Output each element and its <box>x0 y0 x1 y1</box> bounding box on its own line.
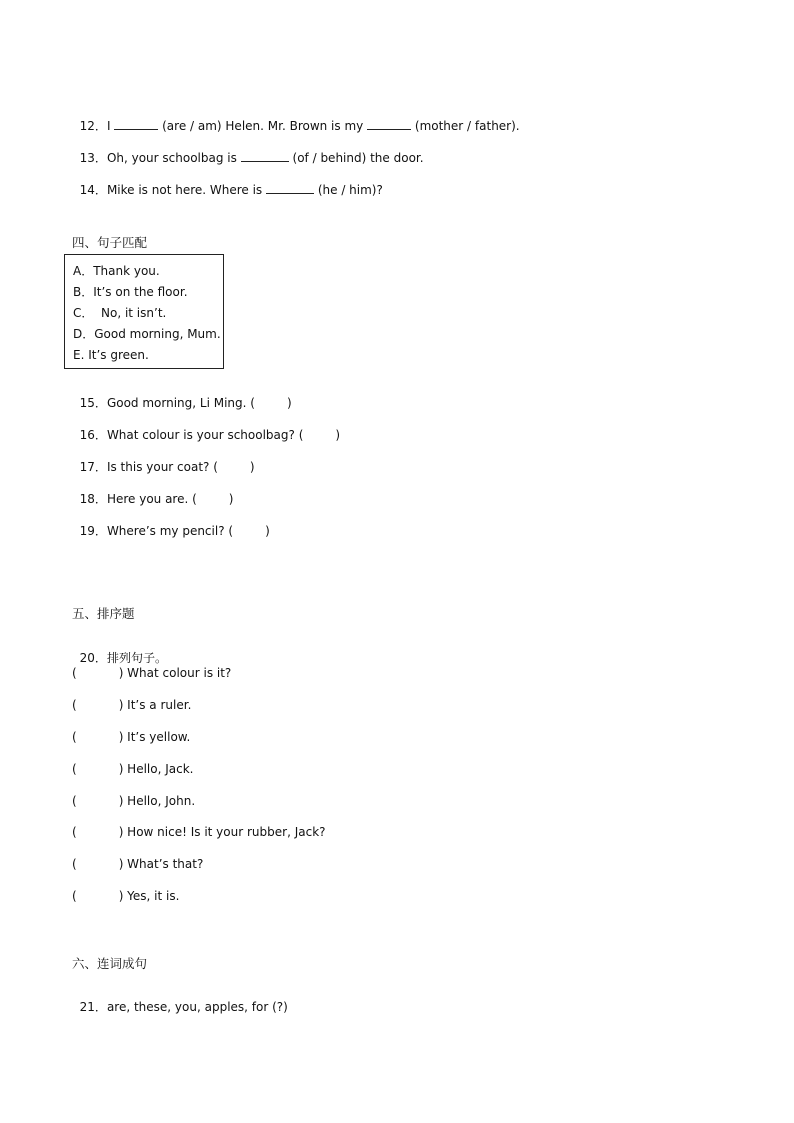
question-number: 12 <box>79 119 95 133</box>
question-13: 13．Oh, your schoolbag is (of / behind) the door. <box>79 151 424 165</box>
question-14: 14．Mike is not here. Where is (he / him)? <box>79 183 383 197</box>
answer-blank[interactable] <box>367 118 411 130</box>
question-16: 16．What colour is your schoolbag? ( ) <box>79 428 341 442</box>
order-item: ( ) It’s a ruler. <box>72 698 192 712</box>
answer-blank[interactable] <box>114 118 158 130</box>
order-item: ( ) Hello, Jack. <box>72 762 194 776</box>
option-d: D．Good morning, Mum. <box>73 327 221 341</box>
order-item: ( ) Hello, John. <box>72 794 196 808</box>
order-item: ( ) How nice! Is it your rubber, Jack? <box>72 825 326 839</box>
order-item: ( ) Yes, it is. <box>72 889 180 903</box>
question-12: 12．I (are / am) Helen. Mr. Brown is my (mother / father). <box>79 119 520 133</box>
answer-blank[interactable] <box>266 182 314 194</box>
option-b: B．It’s on the floor. <box>73 285 188 299</box>
question-number: 19 <box>79 524 95 538</box>
question-number: 21 <box>79 1000 95 1014</box>
order-item: ( ) What colour is it? <box>72 666 232 680</box>
order-item: ( ) It’s yellow. <box>72 730 191 744</box>
question-18: 18．Here you are. ( ) <box>79 492 234 506</box>
section-6-title: 六、连词成句 <box>72 956 148 971</box>
option-a: A．Thank you. <box>73 264 160 278</box>
question-number: 18 <box>79 492 95 506</box>
question-17: 17．Is this your coat? ( ) <box>79 460 255 474</box>
order-item: ( ) What’s that? <box>72 857 204 871</box>
question-number: 15 <box>79 396 95 410</box>
question-15: 15．Good morning, Li Ming. ( ) <box>79 396 292 410</box>
answer-blank[interactable] <box>241 150 289 162</box>
question-20: 20．排列句子。 <box>79 651 167 665</box>
option-c: C． No, it isn’t. <box>73 306 167 320</box>
section-5-title: 五、排序题 <box>72 606 135 621</box>
question-number: 14 <box>79 183 95 197</box>
question-21: 21．are, these, you, apples, for (?) <box>79 1000 288 1014</box>
question-number: 17 <box>79 460 95 474</box>
question-number: 16 <box>79 428 95 442</box>
question-number: 13 <box>79 151 95 165</box>
question-19: 19．Where’s my pencil? ( ) <box>79 524 270 538</box>
question-number: 20 <box>79 651 95 665</box>
option-e: E. It’s green. <box>73 348 149 362</box>
section-4-title: 四、句子匹配 <box>72 235 148 250</box>
options-box <box>64 254 224 369</box>
